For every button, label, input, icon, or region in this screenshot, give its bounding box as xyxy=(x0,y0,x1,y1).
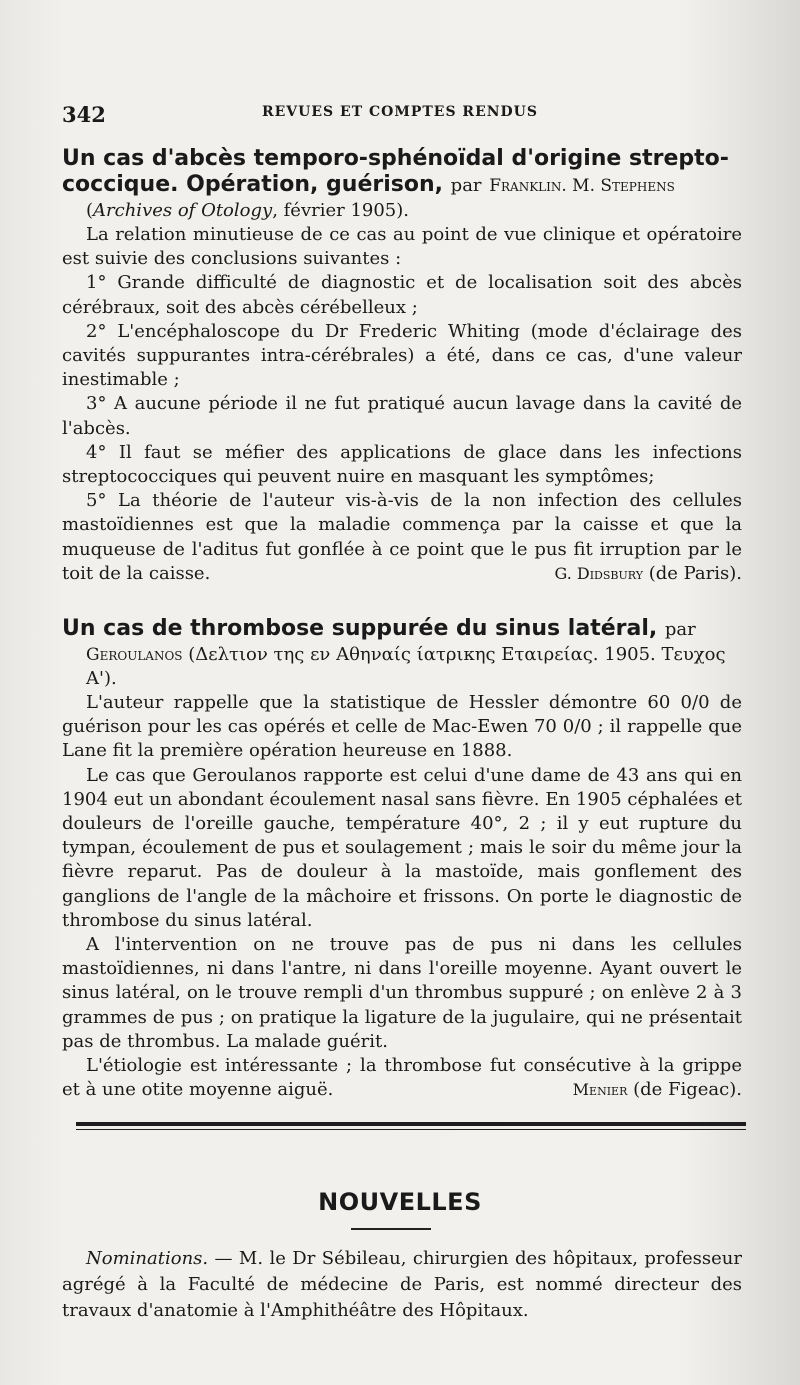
paragraph-with-signature: 5° La théorie de l'auteur vis-à-vis de la non infection des cellules mastoïdiennes est que la maladie commença par la caisse et que la muqueuse de l'aditus fut gonflée à ce point que le pus fit irruption par le toit de la caisse. G. Didsbury (de Paris). xyxy=(62,489,742,586)
paragraph-with-signature: L'étiologie est intéressante ; la thrombose fut consécutive à la grippe et à une otite moyenne aiguë. Menier (de Figeac). xyxy=(62,1054,742,1102)
signature: Menier (de Figeac). xyxy=(572,1079,742,1101)
paragraph: 4° Il faut se méfier des applications de glace dans les infections streptococciques qui peuvent nuire en masquant les symptômes; xyxy=(62,441,742,488)
paragraph: Le cas que Geroulanos rapporte est celui d'une dame de 43 ans qui en 1904 eut un abondant écoulement nasal sans fièvre. En 1905 céphalées et douleurs de l'oreille gauche, température 40°, 2 ; il y eut rupture du tympan, écoulement de pus et soulagement ; mais le soir du même jour la fièvre reparut. Pas de douleur à la mastoïde, mais gonflement des ganglions de l'angle de la mâchoire et frissons. On porte le diagnostic de thrombose du sinus latéral. xyxy=(62,764,742,931)
article-abces-author: Franklin. M. Stephens xyxy=(489,176,675,196)
article-thrombose-author: Geroulanos xyxy=(86,645,183,665)
divider-thick xyxy=(76,1122,746,1126)
divider-thin xyxy=(76,1129,746,1130)
article-thrombose-title: Un cas de thrombose suppurée du sinus latéral, par xyxy=(62,616,696,641)
article-thrombose xyxy=(62,616,742,1102)
paragraph: 2° L'encéphaloscope du Dr Frederic Whiting (mode d'éclairage des cavités suppurantes intra-cérébrales) a été, dans ce cas, d'une valeur inestimable ; xyxy=(62,320,742,391)
paragraph: La relation minutieuse de ce cas au point de vue clinique et opératoire est suivie des conclusions suivantes : xyxy=(62,224,742,270)
page-header xyxy=(62,100,742,130)
article-thrombose-source: Geroulanos (Δελτιον της εν Αθηναίς ίατρικης Εταιρείας. 1905. Τευχος Α'). xyxy=(86,644,726,689)
running-head: REVUES ET COMPTES RENDUS xyxy=(262,104,538,120)
section-title-underline xyxy=(351,1228,431,1230)
paragraph: Nominations. — M. le Dr Sébileau, chirurgien des hôpitaux, professeur agrégé à la Faculté de médecine de Paris, est nommé directeur des travaux d'anatomie à l'Amphithéâtre des Hôpitaux. xyxy=(62,1248,742,1321)
signature: G. Didsbury (de Paris). xyxy=(554,562,742,584)
nominations-label: Nominations. xyxy=(86,1248,209,1269)
article-abces-source: (Archives of Otology, février 1905). xyxy=(86,200,410,221)
article-abces-title: Un cas d'abcès temporo-sphénoïdal d'origine strepto-coccique. Opération, guérison, par Franklin. M. Stephens xyxy=(62,146,729,197)
news-nominations xyxy=(62,1246,742,1324)
paragraph: 3° A aucune période il ne fut pratiqué aucun lavage dans la cavité de l'abcès. xyxy=(62,393,742,439)
section-divider xyxy=(76,1122,746,1130)
page-number: 342 xyxy=(62,102,106,127)
section-title: NOUVELLES xyxy=(318,1188,482,1216)
paragraph: 1° Grande difficulté de diagnostic et de localisation soit des abcès cérébraux, soit des abcès cérébelleux ; xyxy=(62,272,742,318)
article-abces xyxy=(62,146,742,586)
paragraph: A l'intervention on ne trouve pas de pus ni dans les cellules mastoïdiennes, ni dans l'antre, ni dans l'oreille moyenne. Ayant ouvert le sinus latéral, on le trouve rempli d'un thrombus suppuré ; on enlève 2 à 3 grammes de pus ; on pratique la ligature de la jugulaire, qui ne présentait pas de thrombus. La malade guérit. xyxy=(62,934,742,1052)
paragraph: L'auteur rappelle que la statistique de Hessler démontre 60 0/0 de guérison pour les cas opérés et celle de Mac-Ewen 70 0/0 ; il rappelle que Lane fit la première opération heureuse en 1888. xyxy=(62,692,742,762)
